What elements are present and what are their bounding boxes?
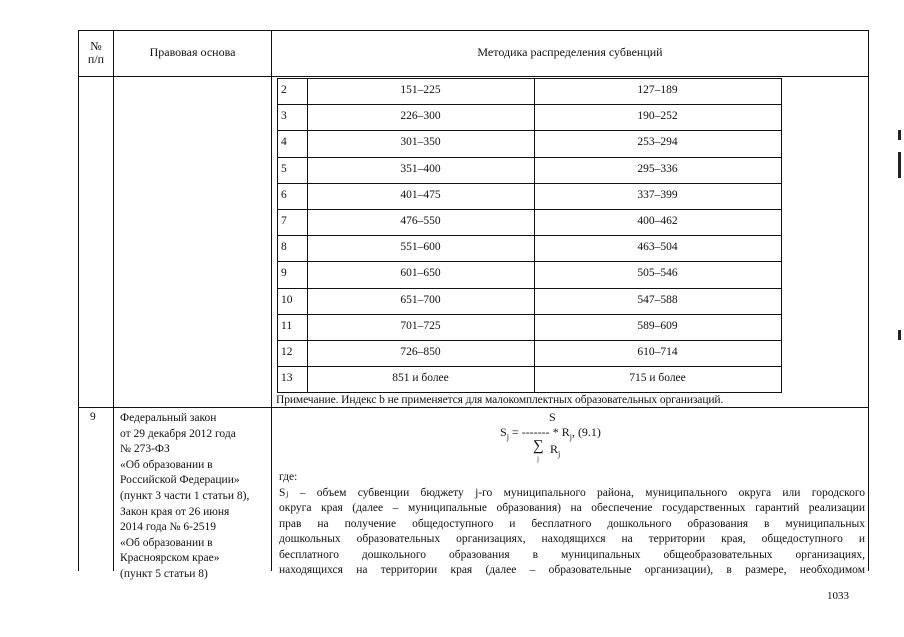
outer-top-border [78,30,869,31]
inner-range-a: 601–650 [400,267,441,279]
inner-range-b: 400–462 [637,215,678,227]
page-number: 1033 [827,590,849,602]
law-line: от 29 декабря 2012 года [120,427,236,440]
formula-sum-symbol: ∑ [533,438,544,454]
inner-row-number: 7 [281,215,287,227]
law-line: Красноярском крае» [120,552,220,565]
law-line: 2014 года № 6-2519 [120,521,216,534]
inner-range-b: 610–714 [637,346,678,358]
inner-range-a: 476–550 [400,215,441,227]
inner-hline [277,183,782,184]
row9-method-text [279,470,865,579]
inner-range-b: 127–189 [637,84,678,96]
scan-mark [898,152,901,178]
header-col-basis: Правовая основа [149,45,236,59]
inner-row-number: 5 [281,163,287,175]
where-label: где: [279,471,298,483]
inner-row-number: 4 [281,136,287,148]
inner-row-number: 13 [281,372,293,384]
header-col-method: Методика распределения субвенций [477,45,663,59]
inner-range-b: 295–336 [637,163,678,175]
inner-range-b: 589–609 [637,320,678,332]
inner-range-a: 226–300 [400,110,441,122]
scan-mark [898,330,901,340]
formula-9-1 [500,410,660,468]
inner-hline [277,104,782,105]
formula-numerator: S [549,410,556,424]
inner-hline [277,366,782,367]
inner-hline [277,261,782,262]
outer-header-bottom-border [78,76,869,77]
formula-r-sub: j [569,432,572,442]
row9-legal-basis [120,411,272,583]
inner-row-number: 3 [281,110,287,122]
inner-range-a: 351–400 [400,163,441,175]
inner-hline [277,157,782,158]
law-line: «Об образовании в [120,536,213,549]
inner-hline [277,392,782,393]
formula-denominator [550,442,560,458]
formula-denominator-r: R [550,442,559,456]
inner-row-number: 6 [281,189,287,201]
formula-lhs: S [500,425,507,439]
formula-sum-index: j [537,455,539,463]
inner-range-a: 851 и более [392,372,449,384]
inner-range-a: 301–350 [400,136,441,148]
text-line: Sⱼ – объем субвенции бюджету j-го муниципального района, муниципального округа или городского [279,486,865,499]
inner-range-a: 551–600 [400,241,441,253]
inner-row-number: 2 [281,84,287,96]
inner-hline [277,314,782,315]
text-line: бесплатного дошкольного образования в муниципальных общеобразовательных организациях, [279,548,865,561]
header-col-num-line2: п/п [87,52,105,66]
inner-hline [277,130,782,131]
header-col-num [79,40,113,66]
inner-range-a: 726–850 [400,346,441,358]
inner-range-a: 651–700 [400,294,441,306]
inner-range-b: 547–588 [637,294,678,306]
formula-main-line [500,425,601,441]
law-line: № 273-ФЗ [120,443,170,456]
formula-tail: , (9.1) [571,425,601,439]
law-line: Федеральный закон [120,412,217,424]
inner-range-b: 253–294 [637,136,678,148]
inner-row-number: 11 [281,320,293,332]
outer-col1-divider [113,30,114,571]
inner-range-b: 190–252 [637,110,678,122]
inner-range-a: 401–475 [400,189,441,201]
inner-row-number: 9 [281,267,287,279]
formula-denominator-sub: j [558,449,561,459]
formula-lhs-sub: j [506,432,509,442]
inner-range-a: 151–225 [400,84,441,96]
inner-hline [277,235,782,236]
text-line: округа края (далее – муниципальные образования) на обеспечение государственных гарантий реализации [279,502,865,514]
text-line: находящихся на территории края (далее – образовательные организации), в размере, необходимом [279,564,865,576]
inner-row-number: 10 [281,294,293,306]
law-line: Российской Федерации» [120,474,240,487]
inner-hline [277,340,782,341]
inner-hline [277,209,782,210]
inner-row-number: 12 [281,346,293,358]
inner-range-b: 505–546 [637,267,678,279]
outer-row9-top-border [78,407,869,408]
law-line: (пункт 3 части 1 статьи 8), [120,489,250,502]
scan-mark [898,130,901,140]
text-line: прав на получение общедоступного и бесплатного дошкольного образования в муниципальных [279,517,865,530]
inner-hline [277,288,782,289]
table-note: Примечание. Индекс b не применяется для малокомплектных образовательных организаций. [276,394,724,406]
header-col-num-line1: № [90,39,102,53]
law-line: Закон края от 26 июня [120,505,230,518]
text-line: дошкольных образовательных организациях, находящихся на территории края, общедоступного и [279,533,865,545]
inner-range-a: 701–725 [400,320,441,332]
inner-row-number: 8 [281,241,287,253]
formula-dashes: ------- [521,425,550,439]
formula-equals: = [508,425,522,439]
law-line: «Об образовании в [120,458,213,471]
formula-times: * R [549,425,570,439]
law-line: (пункт 5 статьи 8) [120,567,208,580]
inner-range-b: 463–504 [637,241,678,253]
outer-right-border [868,30,869,571]
row9-number: 9 [90,411,96,423]
inner-range-b: 337–399 [637,189,678,201]
outer-left-border [78,30,79,571]
inner-hline [277,78,782,79]
inner-range-b: 715 и более [629,372,686,384]
